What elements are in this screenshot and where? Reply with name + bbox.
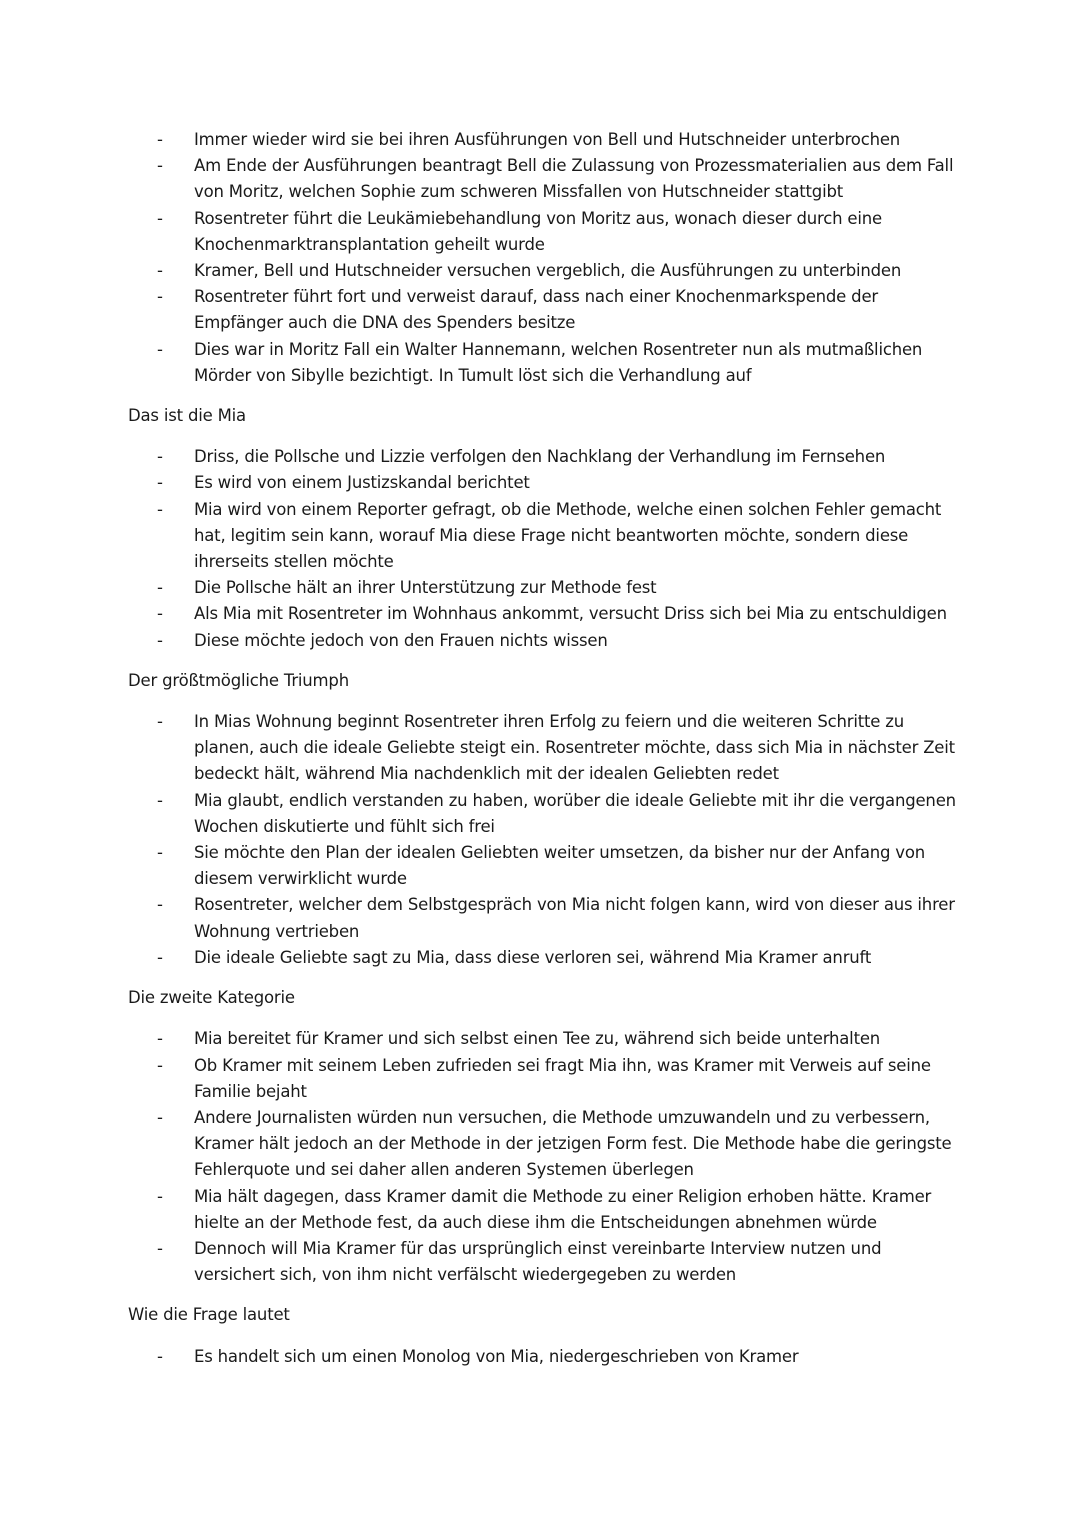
- dash-bullet-icon: -: [157, 499, 163, 519]
- list-item: [128, 258, 958, 284]
- list-item: [128, 284, 958, 336]
- list-item: [128, 628, 958, 654]
- list-item: [128, 1236, 958, 1288]
- dash-bullet-icon: -: [157, 630, 163, 650]
- list-item-text: Es wird von einem Justizskandal berichtet: [194, 473, 530, 493]
- bullet-list: [128, 444, 958, 654]
- list-item-text: Die Pollsche hält an ihrer Unterstützung zur Methode fest: [194, 578, 657, 598]
- dash-bullet-icon: -: [157, 1346, 163, 1366]
- dash-bullet-icon: -: [157, 790, 163, 810]
- list-item-text: Dennoch will Mia Kramer für das ursprünglich einst vereinbarte Interview nutzen und versichert sich, von ihm nicht verfälscht wiedergegeben zu werden: [194, 1238, 882, 1285]
- bullet-list: [128, 709, 958, 971]
- list-item-text: Immer wieder wird sie bei ihren Ausführungen von Bell und Hutschneider unterbrochen: [194, 130, 901, 149]
- list-item: [128, 575, 958, 601]
- dash-bullet-icon: -: [157, 1186, 163, 1206]
- list-item: [128, 1184, 958, 1236]
- list-item-text: Mia wird von einem Reporter gefragt, ob die Methode, welche einen solchen Fehler gemacht hat, legitim sein kann, worauf Mia diese Frage nicht beantworten möchte, sondern diese ihrerseits stellen möchte: [194, 499, 942, 572]
- list-item-text: Diese möchte jedoch von den Frauen nichts wissen: [194, 630, 608, 650]
- list-item-text: Sie möchte den Plan der idealen Geliebten weiter umsetzen, da bisher nur der Anfang von diesem verwirklicht wurde: [194, 843, 926, 889]
- list-item-text: Driss, die Pollsche und Lizzie verfolgen den Nachklang der Verhandlung im Fernsehen: [194, 447, 886, 467]
- list-item: [128, 470, 958, 496]
- dash-bullet-icon: -: [157, 895, 163, 915]
- list-item-text: Rosentreter, welcher dem Selbstgespräch von Mia nicht folgen kann, wird von dieser aus ihrer Wohnung vertrieben: [194, 895, 955, 941]
- dash-bullet-icon: -: [157, 473, 163, 493]
- list-item: [128, 337, 958, 389]
- document-page: [128, 127, 958, 1370]
- list-item: [128, 1105, 958, 1184]
- list-item-text: Es handelt sich um einen Monolog von Mia, niedergeschrieben von Kramer: [194, 1346, 799, 1366]
- list-item: [128, 206, 958, 258]
- dash-bullet-icon: -: [157, 604, 163, 624]
- list-item-text: Dies war in Moritz Fall ein Walter Hannemann, welchen Rosentreter nun als mutmaßlichen Mörder von Sibylle bezichtigt. In Tumult löst sich die Verhandlung auf: [194, 339, 923, 385]
- list-item-text: Mia bereitet für Kramer und sich selbst einen Tee zu, während sich beide unterhalten: [194, 1029, 881, 1049]
- document-section: [128, 1302, 958, 1369]
- list-item: [128, 1026, 958, 1052]
- list-item: [128, 153, 958, 205]
- bullet-list: [128, 1026, 958, 1288]
- dash-bullet-icon: -: [157, 578, 163, 598]
- dash-bullet-icon: -: [157, 208, 163, 228]
- document-section: [128, 985, 958, 1288]
- section-heading: Die zweite Kategorie: [128, 988, 295, 1008]
- list-item: [128, 127, 958, 153]
- list-item-text: Kramer, Bell und Hutschneider versuchen vergeblich, die Ausführungen zu unterbinden: [194, 261, 902, 281]
- list-item-text: Am Ende der Ausführungen beantragt Bell die Zulassung von Prozessmaterialien aus dem Fall von Moritz, welchen Sophie zum schweren Missfallen von Hutschneider stattgibt: [194, 156, 954, 202]
- dash-bullet-icon: -: [157, 1029, 163, 1049]
- section-heading: Wie die Frage lautet: [128, 1305, 290, 1325]
- dash-bullet-icon: -: [157, 1055, 163, 1075]
- section-heading: Das ist die Mia: [128, 406, 246, 426]
- list-item: [128, 840, 958, 892]
- dash-bullet-icon: -: [157, 447, 163, 467]
- list-item-text: Die ideale Geliebte sagt zu Mia, dass diese verloren sei, während Mia Kramer anruft: [194, 947, 872, 967]
- list-item-text: Mia glaubt, endlich verstanden zu haben, worüber die ideale Geliebte mit ihr die vergangenen Wochen diskutierte und fühlt sich frei: [194, 790, 956, 836]
- list-item-text: Rosentreter führt die Leukämiebehandlung von Moritz aus, wonach dieser durch eine Knochenmarktransplantation geheilt wurde: [194, 208, 882, 254]
- bullet-list: [128, 127, 958, 389]
- list-item-text: In Mias Wohnung beginnt Rosentreter ihren Erfolg zu feiern und die weiteren Schritte zu planen, auch die ideale Geliebte steigt ein. Rosentreter möchte, dass sich Mia in nächster Zeit bedeckt hält, während Mia nachdenklich mit der idealen Geliebten redet: [194, 712, 955, 784]
- dash-bullet-icon: -: [157, 947, 163, 967]
- document-section: [128, 127, 958, 389]
- dash-bullet-icon: -: [157, 130, 163, 149]
- dash-bullet-icon: -: [157, 843, 163, 863]
- dash-bullet-icon: -: [157, 1238, 163, 1258]
- list-item: [128, 892, 958, 944]
- list-item: [128, 1344, 958, 1370]
- list-item-text: Mia hält dagegen, dass Kramer damit die Methode zu einer Religion erhoben hätte. Kramer hielte an der Methode fest, da auch diese ihm die Entscheidungen abnehmen würde: [194, 1186, 932, 1232]
- dash-bullet-icon: -: [157, 261, 163, 281]
- list-item-text: Andere Journalisten würden nun versuchen, die Methode umzuwandeln und zu verbessern, Kramer hält jedoch an der Methode in der jetzigen Form fest. Die Methode habe die geringste Fehlerquote und sei daher allen anderen Systemen überlegen: [194, 1107, 952, 1180]
- document-section: [128, 403, 958, 654]
- section-heading: Der größtmögliche Triumph: [128, 670, 349, 690]
- list-item: [128, 601, 958, 627]
- list-item: [128, 497, 958, 576]
- dash-bullet-icon: -: [157, 287, 163, 307]
- dash-bullet-icon: -: [157, 712, 163, 732]
- list-item: [128, 1053, 958, 1105]
- list-item-text: Als Mia mit Rosentreter im Wohnhaus ankommt, versucht Driss sich bei Mia zu entschuldigen: [194, 604, 947, 624]
- list-item: [128, 945, 958, 971]
- list-item: [128, 444, 958, 470]
- document-section: [128, 668, 958, 971]
- list-item-text: Ob Kramer mit seinem Leben zufrieden sei fragt Mia ihn, was Kramer mit Verweis auf seine Familie bejaht: [194, 1055, 931, 1101]
- dash-bullet-icon: -: [157, 1107, 163, 1127]
- bullet-list: [128, 1344, 958, 1370]
- dash-bullet-icon: -: [157, 339, 163, 359]
- dash-bullet-icon: -: [157, 156, 163, 176]
- list-item: [128, 788, 958, 840]
- list-item: [128, 709, 958, 788]
- list-item-text: Rosentreter führt fort und verweist darauf, dass nach einer Knochenmarkspende der Empfänger auch die DNA des Spenders besitze: [194, 287, 878, 333]
